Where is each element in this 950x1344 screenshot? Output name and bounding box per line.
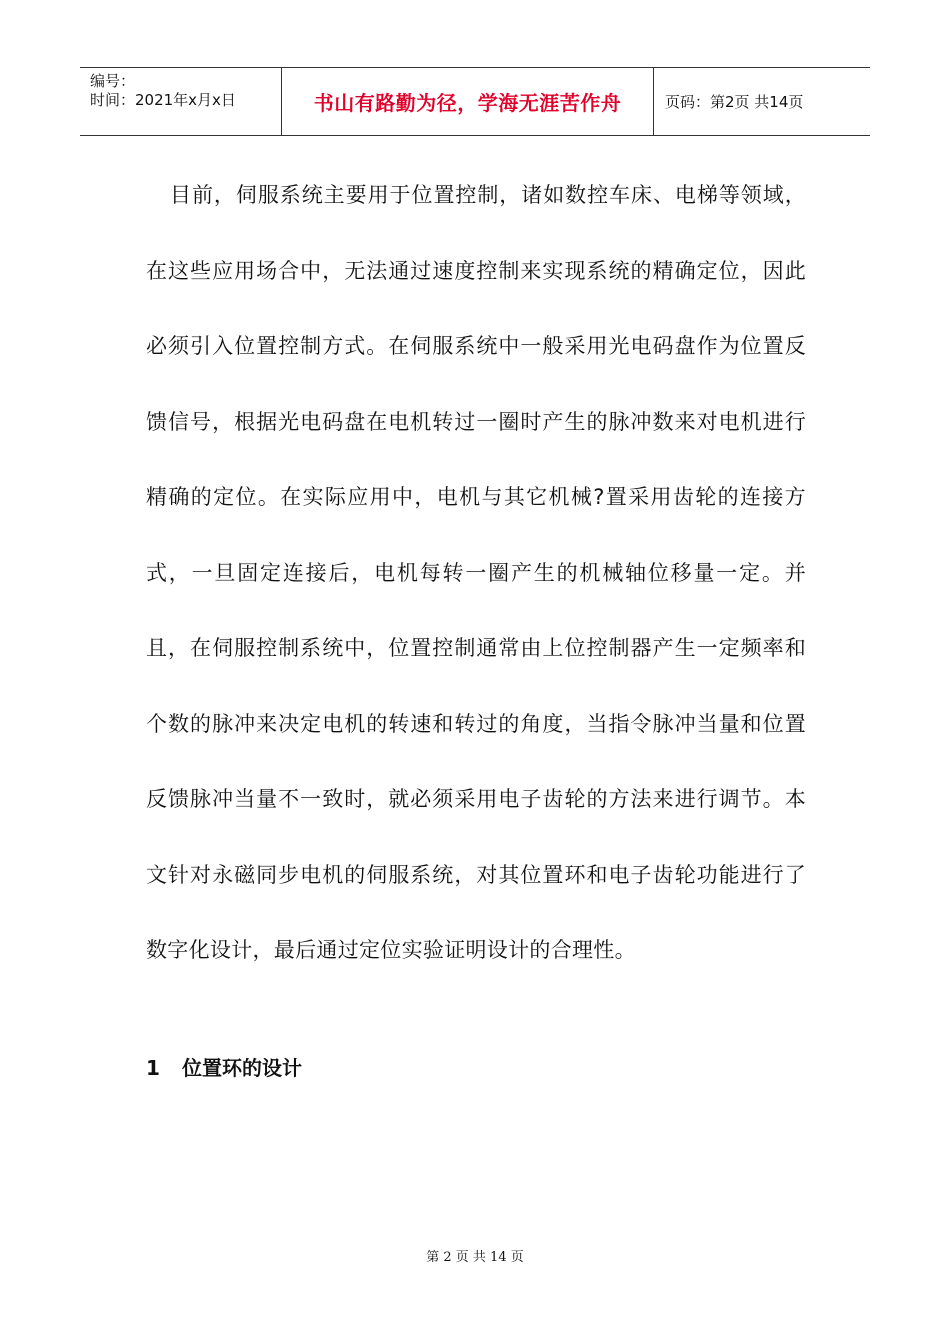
- header-table: [80, 67, 870, 136]
- header-page-cell: [654, 68, 870, 135]
- page-footer: 第 2 页 共 14 页: [426, 1250, 524, 1265]
- header-motto-cell: [282, 68, 654, 135]
- header-page-label: 页码：第2页 共14页: [665, 93, 804, 111]
- header-motto: 书山有路勤为径，学海无涯苦作舟: [313, 91, 622, 115]
- section-number: 1: [146, 1056, 160, 1080]
- document-time-label: 时间：2021年x月x日: [90, 91, 236, 109]
- header-meta-cell: [80, 68, 282, 135]
- section-heading: [146, 1052, 302, 1081]
- document-number-label: 编号：: [90, 72, 136, 90]
- body-paragraph: 目前，伺服系统主要用于位置控制，诸如数控车床、电梯等领域，在这些应用场合中，无法通过速度控制来实现系统的精确定位，因此必须引入位置控制方式。在伺服系统中一般采用光电码盘作为位置反馈信号，根据光电码盘在电机转过一圈时产生的脉冲数来对电机进行精确的定位。在实际应用中，电机与其它机械?置采用齿轮的连接方式，一旦固定连接后，电机每转一圈产生的机械轴位移量一定。并且，在伺服控制系统中，位置控制通常由上位控制器产生一定频率和个数的脉冲来决定电机的转速和转过的角度，当指令脉冲当量和位置反馈脉冲当量不一致时，就必须采用电子齿轮的方法来进行调节。本文针对永磁同步电机的伺服系统，对其位置环和电子齿轮功能进行了数字化设计，最后通过定位实验证明设计的合理性。: [146, 183, 806, 962]
- section-title: 位置环的设计: [182, 1056, 302, 1080]
